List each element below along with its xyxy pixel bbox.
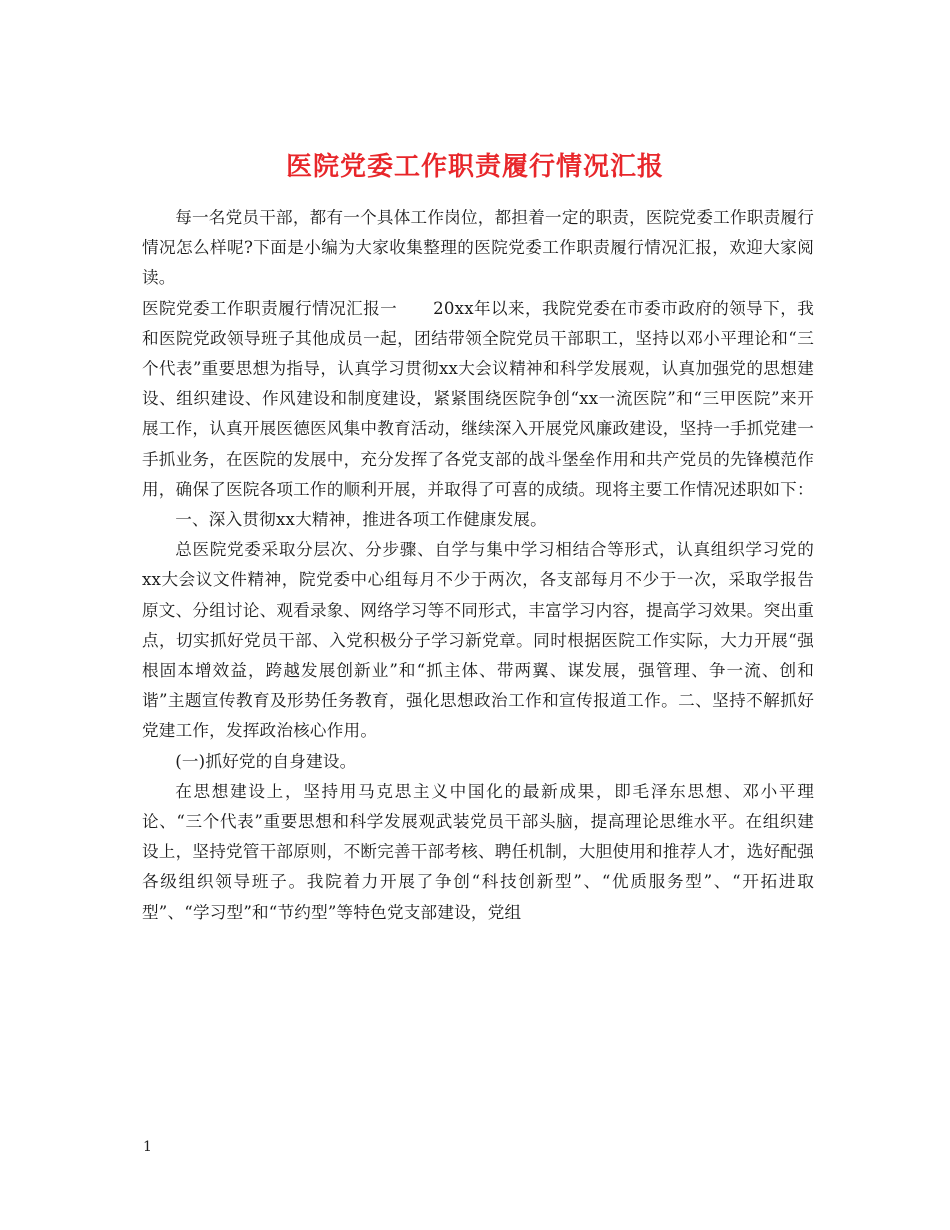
page-number: 1: [143, 1139, 152, 1155]
document-body: [142, 203, 814, 928]
section-1-paragraph: 总医院党委采取分层次、分步骤、自学与集中学习相结合等形式，认真组织学习党的xx大会议文件精神，院党委中心组每月不少于两次，各支部每月不少于一次，采取学报告原文、分组讨论、观看录象、网络学习等不同形式，丰富学习内容，提高学习效果。突出重点，切实抓好党员干部、入党积极分子学习新党章。同时根据医院工作实际，大力开展“强根固本增效益，跨越发展创新业”和“抓主体、带两翼、谋发展，强管理、争一流、创和谐”主题宣传教育及形势任务教育，强化思想政治工作和宣传报道工作。二、坚持不解抓好党建工作，发挥政治核心作用。: [142, 540, 814, 741]
report-opening-text: 20xx年以来，我院党委在市委市政府的领导下，我和医院党政领导班子其他成员一起，团结带领全院党员干部职工，坚持以邓小平理论和“三个代表”重要思想为指导，认真学习贯彻xx大会议精神和科学发展观，认真加强党的思想建设、组织建设、作风建设和制度建设，紧紧围绕医院争创“xx一流医院”和“三甲医院”来开展工作，认真开展医德医风集中教育活动，继续深入开展党风廉政建设，坚持一手抓党建一手抓业务，在医院的发展中，充分发挥了各党支部的战斗堡垒作用和共产党员的先锋模范作用，确保了医院各项工作的顺利开展，并取得了可喜的成绩。现将主要工作情况述职如下：: [142, 298, 814, 499]
report-opening-paragraph: [142, 294, 814, 505]
report-heading: 医院党委工作职责履行情况汇报一: [142, 298, 398, 318]
intro-paragraph: 每一名党员干部，都有一个具体工作岗位，都担着一定的职责，医院党委工作职责履行情况怎么样呢?下面是小编为大家收集整理的医院党委工作职责履行情况汇报，欢迎大家阅读。: [142, 208, 814, 288]
subsection-1-paragraph: 在思想建设上，坚持用马克思主义中国化的最新成果，即毛泽东思想、邓小平理论、“三个代表”重要思想和科学发展观武装党员干部头脑，提高理论思维水平。在组织建设上，坚持党管干部原则，不断完善干部考核、聘任机制，大胆使用和推荐人才，选好配强各级组织领导班子。我院着力开展了争创“科技创新型”、“优质服务型”、“开拓进取型”、“学习型”和“节约型”等特色党支部建设，党组: [142, 781, 814, 922]
section-1-heading: 一、深入贯彻xx大精神，推进各项工作健康发展。: [175, 510, 547, 530]
subsection-1-heading: (一)抓好党的自身建设。: [175, 751, 357, 771]
document-title: 医院党委工作职责履行情况汇报: [285, 152, 664, 183]
